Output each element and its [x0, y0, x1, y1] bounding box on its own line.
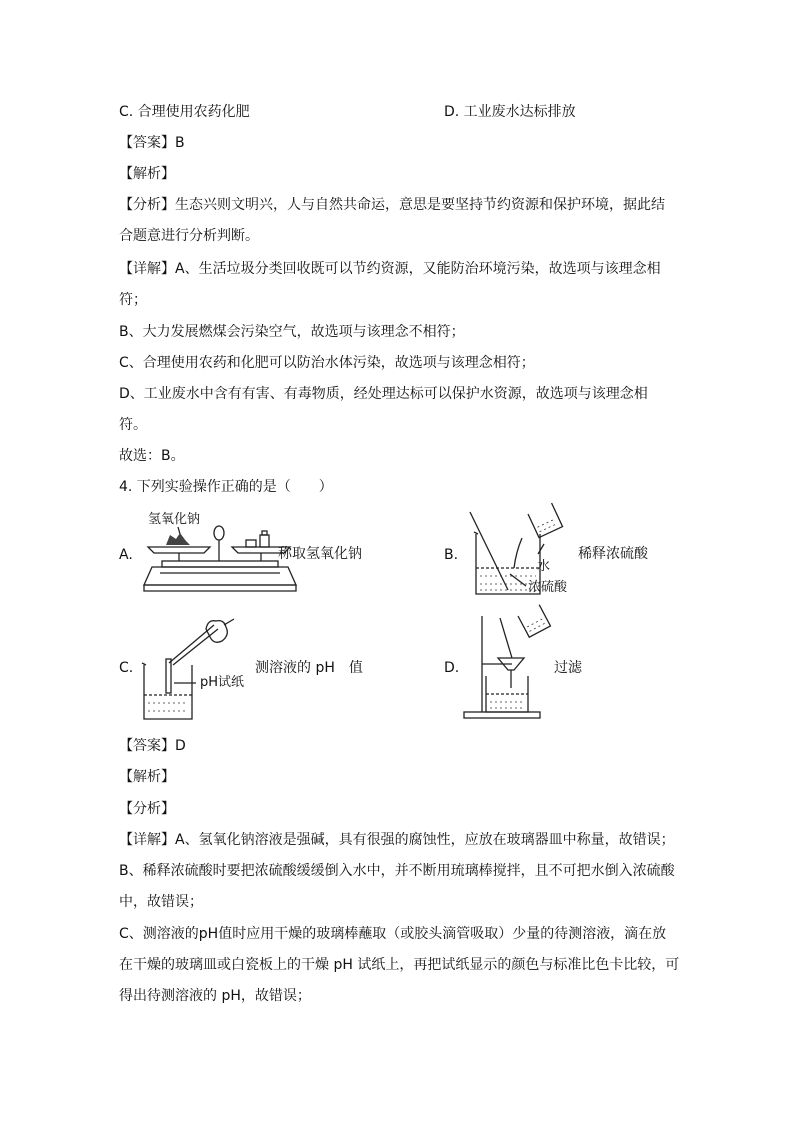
option-d-letter: D.: [444, 660, 460, 676]
detail-line: 符。: [119, 417, 147, 433]
answer-label: 【答案】D: [119, 738, 186, 754]
detail-line: C、合理使用农药和化肥可以防治水体污染，故选项与该理念相符；: [119, 355, 535, 371]
filtration-figure: [462, 612, 562, 726]
fenxi-line: 【分析】生态兴则文明兴，人与自然共命运，意思是要坚持节约资源和保护环境，据此结: [119, 197, 665, 213]
option-a-letter: A.: [119, 547, 133, 563]
fenxi-label: 【分析】: [119, 801, 175, 817]
detail-line: B、大力发展燃煤会污染空气，故选项与该理念不相符；: [119, 324, 465, 340]
option-c-paper-label: pH试纸: [200, 675, 245, 690]
detail-line: 【详解】A、生活垃圾分类回收既可以节约资源，又能防治环境污染，故选项与该理念相: [119, 261, 661, 277]
detail-line: 故选：B。: [119, 448, 185, 464]
detail-line: 在干燥的玻璃皿或白瓷板上的干燥 pH 试纸上，再把试纸显示的颜色与标准比色卡比较，可: [119, 957, 680, 973]
option-a-reagent-label: 氢氧化钠: [148, 512, 201, 527]
detail-line: B、稀释浓硫酸时要把浓硫酸缓缓倒入水中，并不断用琉璃棒搅拌，且不可把水倒入浓硫酸: [119, 863, 675, 879]
question-stem: 4. 下列实验操作正确的是（ ）: [119, 479, 333, 495]
detail-line: 中，故错误；: [119, 894, 203, 910]
option-a-caption: 称取氢氧化钠: [278, 546, 362, 562]
analysis-label: 【解析】: [119, 769, 175, 785]
option-c-caption: 测溶液的 pH 值: [255, 660, 363, 676]
ph-test-figure: [140, 615, 240, 725]
option-d: D. 工业废水达标排放: [444, 104, 576, 120]
option-b-caption: 稀释浓硫酸: [578, 546, 648, 562]
detail-line: 得出待测溶液的 pH，故错误；: [119, 988, 311, 1004]
option-c-letter: C.: [119, 660, 134, 676]
detail-line: D、工业废水中含有有害、有毒物质，经处理达标可以保护水资源，故选项与该理念相: [119, 386, 648, 402]
analysis-label: 【解析】: [119, 166, 175, 182]
fenxi-line: 合题意进行分析判断。: [119, 228, 259, 244]
detail-line: C、测溶液的pH值时应用干燥的玻璃棒蘸取（或胶头滴管吸取）少量的待测溶液，滴在放: [119, 926, 667, 942]
option-c: C. 合理使用农药化肥: [119, 104, 250, 120]
option-b-water-label: 水: [537, 559, 551, 574]
option-b-letter: B.: [444, 547, 459, 563]
option-b-acid-label: 浓硫酸: [528, 580, 568, 595]
option-d-caption: 过滤: [554, 660, 582, 676]
detail-line: 符；: [119, 292, 147, 308]
answer-label: 【答案】B: [119, 135, 185, 151]
detail-line: 【详解】A、氢氧化钠溶液是强碱，具有很强的腐蚀性，应放在玻璃器皿中称量，故错误；: [119, 832, 675, 848]
